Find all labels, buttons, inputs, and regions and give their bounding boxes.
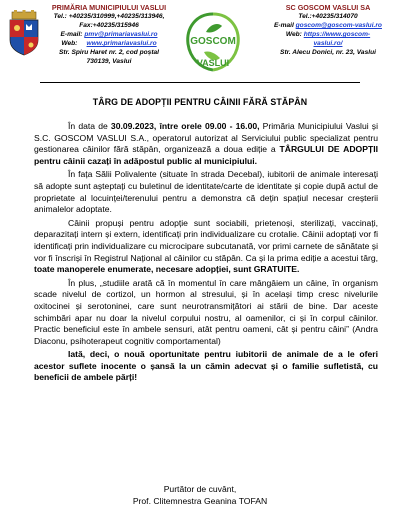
city-hall-web-link[interactable]: www.primariavaslui.ro (86, 40, 157, 47)
goscom-name: SC GOSCOM VASLUI SA (285, 3, 371, 12)
event-name: TÂRGULUI DE ADOPȚII pentru câinii cazați în adăpostul public al municipiului. (34, 144, 378, 166)
city-hall-email-link[interactable]: pmv@primariavaslui.ro (84, 31, 158, 38)
document-title: TÂRG DE ADOPȚII PENTRU CÂINII FĂRĂ STĂPÂN (92, 97, 308, 107)
city-hall-email: E-mail: pmv@primariavaslui.ro (60, 31, 158, 38)
header-divider (40, 82, 360, 83)
city-hall-name: PRIMĂRIA MUNICIPIULUI VASLUI (51, 3, 167, 12)
free-services-note: toate manoperele enumerate, necesare adopției, sunt GRATUITE. (34, 264, 300, 275)
event-date-time: 30.09.2023, între orele 09.00 - 16.00, (110, 121, 260, 131)
logo-text-bottom: VASLUI (196, 58, 230, 68)
signature-role: Purtător de cuvânt, (163, 484, 237, 494)
signature-block (0, 484, 400, 507)
goscom-contact (258, 3, 398, 57)
goscom-web-link[interactable]: https://www.goscom- (303, 31, 371, 38)
goscom-web: Web: https://www.goscom- (285, 31, 371, 38)
signature-name: Prof. Clitemnestra Geanina TOFAN (132, 495, 268, 506)
city-hall-address-line-1: Str. Spiru Haret nr. 2, cod poștal (58, 49, 160, 56)
goscom-phone: Tel.:+40235/314070 (298, 13, 358, 20)
paragraph-dog-details: Câinii propuși pentru adopție sunt sociabili, prietenoși, sterilizați, vaccinați, deparazitați intern și extern, identificați prin individualizare cu crotalie. Câinii adoptați vor fi identificați prin individualizare cu microcipare subcutanată, vor primi carnete de sănătate și vor fi înscriși în Registrul Național al câinilor cu stăpân. Ca și la prima ediție a acestui târg, toate manoperele enumerate, necesare adopției, sunt GRATUITE. (34, 217, 378, 275)
logo-text-top: GOSCOM (190, 36, 236, 47)
vaslui-coat-of-arms-icon (6, 10, 42, 56)
paragraph-event-announcement: În data de 30.09.2023, între orele 09.00 - 16.00, Primăria Municipiului Vaslui și S.C. GOSCOM VASLUI S.A., operatorul autorizat al Serviciului public specializat pentru gestionarea câinilor fără stăpân, organizează a doua ediție a TÂRGULUI DE ADOPȚII pentru câinii cazați în adăpostul public al municipiului. (34, 121, 378, 166)
letterhead (0, 0, 400, 80)
city-hall-contact (44, 3, 174, 66)
paragraph-quote: În plus, „studiile arată că în momentul în care mângâiem un câine, în organism scade nivelul de cortizol, un hormon al stresului, și în același timp cresc nivelurile oxitocinei și serotoninei, care sunt neurotransmițători ai stării de bine. Dar aceste schimbări apar nu doar la nivelul corpului nostru, al oamenilor, ci și în corpul câinilor. Practic beneficiul este în ambele sensuri, atât pentru oameni, cât și pentru câini” (Andra Diaconu, psihoterapeut cognitiv comportamental) (34, 277, 378, 346)
city-hall-web: Web: www.primariavaslui.ro (61, 40, 157, 47)
city-hall-fax: Fax:+40235/315946 (79, 22, 139, 29)
paragraph-closing: Iată, deci, o nouă oportunitate pentru iubitorii de animale de a le oferi acestor suflete inocente o șansă la un cămin adecvat și o familie sufletistă, cu beneficii de ambele părți! (34, 349, 378, 383)
city-hall-phone: Tel.: +40235/310999,+40235/313946, (53, 13, 165, 20)
goscom-email-link[interactable]: goscom@goscom-vaslui.ro (295, 22, 382, 29)
goscom-email: E-mail goscom@goscom-vaslui.ro (274, 22, 382, 29)
city-hall-address-line-2: 730139, Vaslui (86, 58, 132, 65)
goscom-web-link-continued[interactable]: vaslui.ro/ (313, 40, 343, 47)
paragraph-location-requirements: În fața Sălii Polivalente (situate în strada Decebal), iubitorii de animale interesați să adopte sunt așteptați cu buletinul de identitate/carte de identitate și copie după actul de proprietate al locuinței/terenului pentru a demonstra că dețin spațiul necesar creșterii animalelor adoptate. (34, 169, 378, 215)
goscom-logo (176, 8, 250, 78)
document-body (34, 121, 378, 386)
goscom-web-continued (258, 39, 398, 48)
goscom-address: Str. Alecu Donici, nr. 23, Vaslui (280, 49, 376, 56)
